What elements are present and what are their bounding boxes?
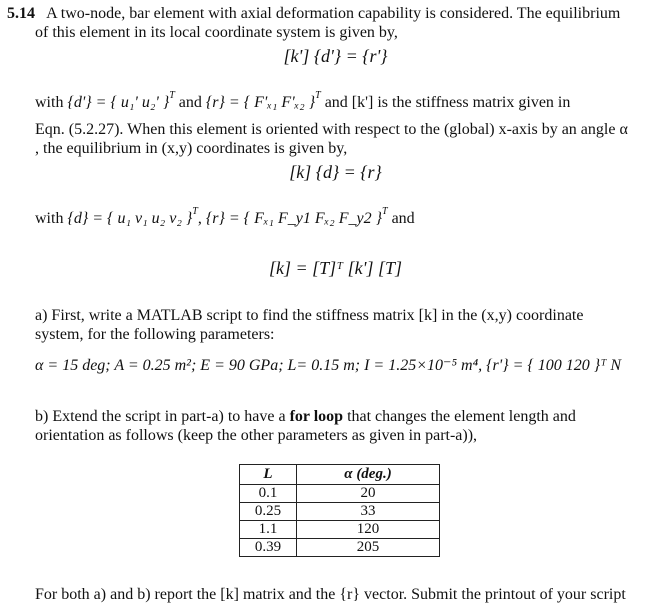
cell-length: 0.39 [240,539,297,557]
cell-angle: 205 [297,539,440,557]
table-header-row [240,465,440,485]
local-force-vector: {r} = { F'ₓ₁ F'ₓ₂ } [205,94,316,111]
global-vectors-line: with {d} = { u₁ v₁ u₂ v₂ }$^T$, {r} = { Fₓ₁ F_y1 Fₓ₂ F_y2 }$^T$ and [35,206,415,227]
problem-statement-line-2: of this element in its local coordinate system is given by, [35,24,398,41]
problem-statement-line-4: Eqn. (5.2.27). When this element is oriented with respect to the (global) x-axis by an angle α [35,121,628,138]
table-row [240,485,440,503]
problem-statement-line-5: , the equilibrium in (x,y) coordinates is given by, [35,140,348,157]
parameter-table [239,464,440,557]
equation-transformation: [k] = [T]ᵀ [k'] [T] [269,258,402,278]
cell-angle: 20 [297,485,440,503]
and-label: and [178,94,202,111]
global-force-vector: {r} = { Fₓ₁ F_y1 Fₓ₂ F_y2 } [205,210,382,227]
part-b-line-1 [35,407,576,427]
table-row [240,539,440,557]
stiffness-text: and [k'] is the stiffness matrix given in [324,94,571,111]
and-label: and [391,210,415,227]
cell-angle: 33 [297,503,440,521]
part-a-line-2: system, for the following parameters: [35,326,275,343]
header-length: L [240,465,297,485]
part-b-line-2: orientation as follows (keep the other parameters as given in part-a)), [35,427,478,444]
part-a-line-1: a) First, write a MATLAB script to find the stiffness matrix [k] in the (x,y) coordinate [35,307,584,324]
part-b-text-post: that changes the element length and [347,408,576,425]
global-displacement-vector: {d} = { u₁ v₁ u₂ v₂ } [67,210,193,227]
with-label: with [35,94,64,111]
cell-angle: 120 [297,521,440,539]
problem-text-1: A two-node, bar element with axial deformation capability is considered. The equilibrium [46,5,621,22]
table-row [240,503,440,521]
part-a-parameters: α = 15 deg; A = 0.25 m²; E = 90 GPa; L= 0.15 m; I = 1.25×10⁻⁵ m⁴, {r'} = { 100 120 }ᵀ N [35,357,622,374]
transpose-mark: T [315,90,321,101]
header-angle: α (deg.) [297,465,440,485]
problem-statement-line-1 [7,4,620,24]
transpose-mark: T [169,90,175,101]
equation-local-equilibrium: [k'] {d'} = {r'} [283,46,388,66]
table-row [240,521,440,539]
equation-global-equilibrium: [k] {d} = {r} [289,162,382,182]
cell-length: 0.1 [240,485,297,503]
problem-number: 5.14 [7,5,35,22]
local-displacement-vector: {d'} = { u₁' u₂' } [67,94,170,111]
transpose-mark: T [192,206,198,217]
footer-instructions: For both a) and b) report the [k] matrix and the {r} vector. Submit the printout of your script [35,586,626,603]
cell-length: 0.25 [240,503,297,521]
cell-length: 1.1 [240,521,297,539]
transpose-mark: T [382,206,388,217]
with-label: with [35,210,64,227]
part-b-text-pre: b) Extend the script in part-a) to have a [35,408,286,425]
local-vectors-line [35,86,570,113]
for-loop-keyword: for loop [289,408,344,425]
